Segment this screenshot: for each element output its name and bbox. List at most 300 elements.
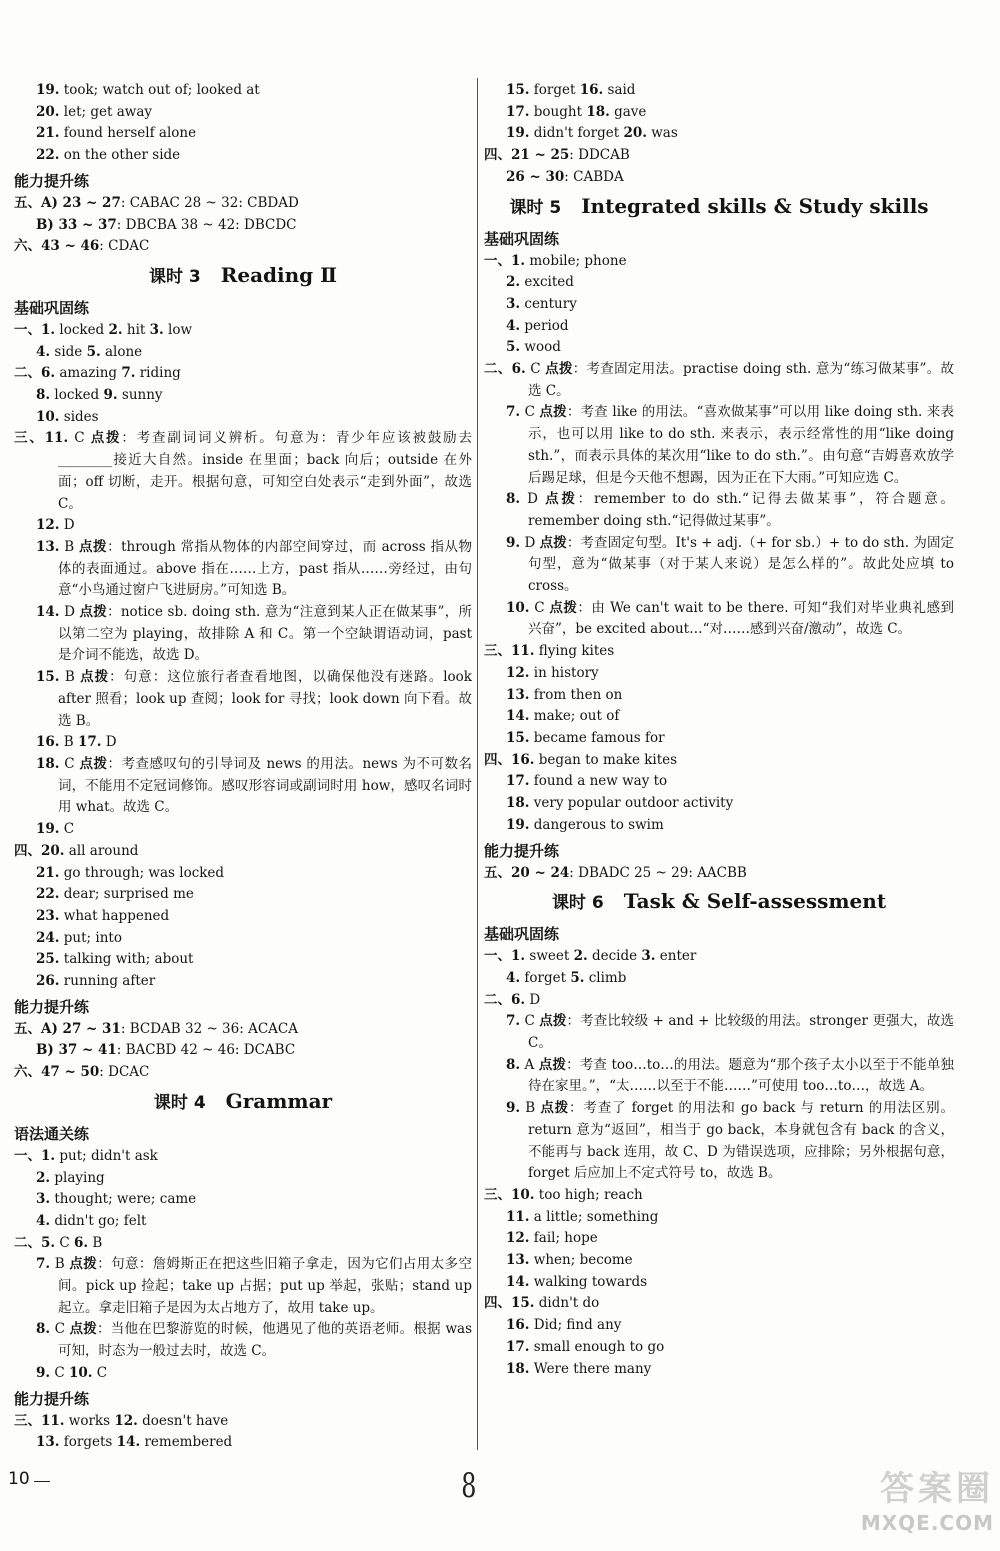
- item-answer: works: [64, 1412, 115, 1429]
- part-marker: 二、: [14, 365, 41, 382]
- answer-item: [14, 145, 472, 167]
- section-heading: 语法通关练: [14, 1124, 90, 1143]
- answer-item: [484, 123, 954, 145]
- answer-item: [484, 1315, 954, 1337]
- answer-item: [14, 1019, 472, 1041]
- answer-item: [484, 102, 954, 124]
- explanation-item: [484, 1098, 954, 1185]
- answer-item: [14, 1040, 472, 1062]
- answer-item: [484, 663, 954, 685]
- item-answer: found a new way to: [529, 773, 668, 790]
- part-marker: 一、: [484, 252, 511, 269]
- section-heading: 基础巩固练: [484, 925, 560, 944]
- item-answer: : DBCBA 38 ~ 42: DBCDC: [116, 216, 297, 233]
- item-answer: mobile; phone: [525, 252, 627, 269]
- answer-item: [484, 641, 954, 663]
- hint-label: 点拨: [540, 1100, 570, 1117]
- watermark-logo: [826, 1467, 994, 1545]
- answer-item: [484, 1185, 954, 1207]
- answer-item: [14, 1146, 472, 1168]
- part-marker: 四、: [484, 751, 511, 768]
- item-number: 6.: [74, 1234, 89, 1251]
- explanation-item: [14, 602, 472, 667]
- hint-text: ：考查了 forget 的用法和 go back 与 return 的用法区别。return 意为“返回”，相当于 go back，本身就包含有 back 的含义，不能再与 back 连用，故 C、D 为错误选项，应排除；另外根据句意，forget 后应加上不定式符号 to，故选 B。: [528, 1100, 955, 1182]
- answer-item: [484, 1228, 954, 1250]
- item-number: 10.: [69, 1364, 93, 1381]
- item-number: 21 ~ 25: [511, 147, 570, 164]
- item-answer: D: [520, 491, 546, 508]
- item-answer: put; into: [59, 929, 122, 946]
- answer-item: [484, 946, 954, 968]
- item-number: 5.: [41, 1234, 56, 1251]
- item-answer: dangerous to swim: [529, 816, 664, 833]
- hint-text: ：考查副词词义辨析。句意为：青少年应该被鼓励去________接近大自然。inside 在里面；back 向后；outside 在外面；off 切断，走开。根据句意，可知空白处表示“走到外面”，故选 C。: [58, 430, 473, 512]
- item-number: 14.: [36, 604, 60, 621]
- item-number: 21.: [36, 125, 60, 142]
- hint-label: 点拨: [549, 599, 578, 616]
- item-answer: found herself alone: [59, 125, 197, 142]
- item-number: 6.: [511, 991, 526, 1008]
- item-answer: wood: [520, 339, 561, 356]
- item-answer: didn't go; felt: [50, 1212, 147, 1229]
- item-number: 17.: [506, 103, 530, 120]
- hint-label: 点拨: [539, 404, 567, 421]
- item-answer: flying kites: [534, 643, 615, 660]
- hint-label: 点拨: [90, 430, 122, 447]
- answer-item: [14, 819, 472, 841]
- item-answer: put; didn't ask: [55, 1147, 158, 1164]
- answer-item: [14, 1062, 472, 1084]
- item-answer: a little; something: [529, 1208, 659, 1225]
- item-answer: all around: [64, 842, 139, 859]
- answer-item: [14, 841, 472, 863]
- answer-item: [14, 928, 472, 950]
- item-number: 11.: [44, 430, 69, 447]
- answer-item: [14, 863, 472, 885]
- hint-text: ：考查 like 的用法。“喜欢做某事”可以用 like doing sth. 来表示，也可以用 like to do sth. 来表示，表示经常性的用“like doing sth.”，而表示具体的某次用“like to do sth.”。由句意“吉姆喜欢放学后踢足球，但是今天他不想踢，因为正在下大雨。”可知应选 C。: [528, 404, 954, 486]
- item-answer: didn't forget: [529, 125, 624, 142]
- item-number: 22.: [36, 147, 60, 164]
- explanation-item: [484, 1055, 954, 1098]
- item-number: 3.: [149, 321, 164, 338]
- item-answer: walking towards: [529, 1273, 648, 1290]
- part-marker: 三、: [14, 430, 45, 447]
- item-answer: D: [520, 534, 540, 551]
- item-number: 16.: [511, 751, 535, 768]
- item-number: 8.: [36, 387, 51, 404]
- item-answer: : CABAC 28 ~ 32: CBDAD: [120, 194, 299, 211]
- answer-item: [14, 1432, 472, 1454]
- item-answer: D: [101, 734, 117, 751]
- answer-item: [484, 1359, 954, 1381]
- item-number: 18.: [506, 1360, 530, 1377]
- answer-item: [14, 102, 472, 124]
- item-number: 11.: [511, 643, 535, 660]
- item-answer: side: [50, 343, 87, 360]
- item-answer: was: [646, 125, 678, 142]
- item-number: 1.: [41, 1147, 56, 1164]
- item-answer: sunny: [117, 387, 163, 404]
- answer-item: [484, 1337, 954, 1359]
- answer-item: [14, 342, 472, 364]
- item-number: 20.: [623, 125, 647, 142]
- item-answer: from then on: [529, 686, 623, 703]
- answer-item: [14, 236, 472, 258]
- item-number: B) 37 ~ 41: [36, 1042, 117, 1059]
- item-answer: : BACBD 42 ~ 46: DCABC: [116, 1042, 296, 1059]
- hint-label: 点拨: [80, 669, 110, 686]
- item-answer: C: [520, 404, 540, 421]
- part-marker: 六、: [14, 1064, 41, 1081]
- item-number: 6.: [41, 365, 56, 382]
- lesson-number: 课时 6: [551, 893, 604, 914]
- answer-item: [484, 750, 954, 772]
- item-answer: forgets: [59, 1434, 117, 1451]
- hint-label: 点拨: [538, 1056, 567, 1073]
- item-answer: gave: [609, 103, 647, 120]
- answer-item: [14, 1363, 472, 1385]
- item-number: 9.: [506, 534, 521, 551]
- item-answer: D: [525, 991, 541, 1008]
- part-marker: 一、: [14, 1147, 41, 1164]
- answer-item: [484, 1250, 954, 1272]
- hint-label: 点拨: [69, 1256, 98, 1273]
- item-number: 17.: [78, 734, 102, 751]
- part-marker: 三、: [484, 643, 511, 660]
- item-answer: C: [68, 430, 91, 447]
- item-answer: alone: [100, 343, 143, 360]
- item-answer: decide: [587, 948, 642, 965]
- item-answer: amazing: [55, 365, 122, 382]
- hint-label: 点拨: [79, 538, 108, 555]
- item-number: 19.: [36, 821, 60, 838]
- section-heading: 能力提升练: [14, 171, 90, 190]
- item-number: 4.: [506, 317, 521, 334]
- item-number: 18.: [506, 795, 530, 812]
- answer-item: [14, 80, 472, 102]
- item-answer: : CABDA: [564, 168, 624, 185]
- answer-item: [484, 771, 954, 793]
- explanation-item: [14, 667, 472, 732]
- explanation-item: [484, 402, 954, 489]
- answer-item: [14, 732, 472, 754]
- item-number: 16.: [579, 82, 604, 98]
- answer-item: [484, 167, 954, 189]
- item-number: A) 27 ~ 31: [41, 1020, 121, 1037]
- item-number: 16.: [506, 1317, 530, 1334]
- item-answer: took; watch out of; looked at: [59, 82, 260, 98]
- hint-text: ：考查固定用法。practise doing sth. 意为“练习做某事”。故选 C。: [528, 361, 955, 399]
- answer-item: [484, 706, 954, 728]
- part-marker: 五、: [484, 864, 511, 881]
- item-number: 14.: [116, 1434, 141, 1451]
- watermark-url: MXQE.COM: [860, 1511, 994, 1535]
- item-number: 3.: [36, 1191, 51, 1208]
- answer-item: [14, 320, 472, 342]
- hint-label: 点拨: [79, 604, 108, 621]
- item-answer: Did; find any: [529, 1317, 622, 1334]
- item-answer: C: [50, 1321, 70, 1338]
- item-number: 2.: [108, 321, 123, 338]
- right-column: [484, 80, 954, 1380]
- item-number: 8.: [36, 1321, 51, 1338]
- answer-item: [484, 272, 954, 294]
- item-answer: said: [603, 82, 636, 98]
- item-number: 13.: [506, 686, 530, 703]
- item-number: 10.: [506, 599, 530, 616]
- item-number: 14.: [506, 708, 530, 725]
- item-answer: began to make kites: [534, 751, 678, 768]
- item-number: 2.: [506, 274, 521, 291]
- answer-item: [484, 1293, 954, 1315]
- item-answer: playing: [50, 1169, 105, 1186]
- item-answer: : CDAC: [99, 238, 150, 255]
- explanation-item: [484, 359, 954, 402]
- item-number: 4.: [36, 343, 51, 360]
- item-answer: locked: [55, 321, 109, 338]
- handwritten-mark: 8: [461, 1466, 477, 1506]
- part-marker: 二、: [484, 991, 511, 1008]
- item-answer: C: [92, 1364, 108, 1381]
- explanation-item: [484, 1011, 954, 1054]
- answer-item: [14, 1211, 472, 1233]
- item-answer: thought; were; came: [50, 1191, 197, 1208]
- item-number: 19.: [506, 125, 530, 142]
- hint-label: 点拨: [539, 534, 567, 551]
- part-marker: 五、: [14, 194, 41, 211]
- item-number: 9.: [103, 387, 118, 404]
- answer-item: [484, 337, 954, 359]
- item-answer: D: [59, 604, 80, 621]
- item-answer: : DDCAB: [569, 147, 630, 164]
- lesson-number: 课时 5: [509, 197, 562, 218]
- answer-item: [14, 1233, 472, 1255]
- item-answer: century: [520, 295, 577, 312]
- item-number: B) 33 ~ 37: [36, 216, 117, 233]
- item-number: 6.: [511, 361, 526, 378]
- part-marker: 四、: [484, 1295, 511, 1312]
- item-answer: what happened: [59, 907, 170, 924]
- item-number: 16.: [36, 734, 60, 751]
- answer-item: [484, 685, 954, 707]
- section-heading: 能力提升练: [14, 997, 90, 1016]
- item-answer: very popular outdoor activity: [529, 795, 734, 812]
- item-answer: riding: [135, 365, 181, 382]
- section-heading: 能力提升练: [14, 1389, 90, 1408]
- item-answer: C: [525, 361, 546, 378]
- answer-item: [14, 906, 472, 928]
- item-answer: A: [520, 1056, 539, 1073]
- item-answer: too high; reach: [534, 1186, 643, 1203]
- item-number: 10.: [511, 1186, 535, 1203]
- item-number: 5.: [506, 339, 521, 356]
- item-answer: doesn't have: [137, 1412, 229, 1429]
- answer-item: [484, 1272, 954, 1294]
- answer-item: [14, 407, 472, 429]
- item-number: 22.: [36, 886, 60, 903]
- answer-item: [14, 385, 472, 407]
- lesson-title: [484, 884, 954, 920]
- answer-item: [484, 294, 954, 316]
- item-answer: small enough to go: [529, 1338, 665, 1355]
- item-number: 11.: [41, 1412, 65, 1429]
- item-answer: period: [520, 317, 569, 334]
- answer-item: [14, 193, 472, 215]
- item-answer: sweet: [525, 948, 574, 965]
- item-answer: B: [59, 669, 81, 686]
- answer-item: [484, 251, 954, 273]
- item-number: 7.: [506, 1013, 521, 1030]
- answer-item: [484, 968, 954, 990]
- item-number: 13.: [36, 538, 60, 555]
- hint-label: 点拨: [69, 1321, 98, 1338]
- item-answer: became famous for: [529, 729, 665, 746]
- answer-item: [14, 971, 472, 993]
- explanation-item: [14, 754, 472, 819]
- watermark-title: 答案圈: [880, 1469, 994, 1509]
- hint-label: 点拨: [539, 1013, 567, 1030]
- answer-item: [14, 1168, 472, 1190]
- item-answer: C: [59, 821, 75, 838]
- page-number: 10: [8, 1469, 30, 1489]
- answer-item: [484, 145, 954, 167]
- item-answer: B: [88, 1234, 103, 1251]
- answer-item: [14, 515, 472, 537]
- column-divider: [477, 78, 478, 1450]
- item-number: 25.: [36, 951, 60, 968]
- item-answer: B: [520, 1100, 541, 1117]
- explanation-item: [14, 1319, 472, 1362]
- lesson-title: [14, 1084, 472, 1120]
- item-answer: on the other side: [59, 147, 181, 164]
- item-number: 3.: [506, 295, 521, 312]
- item-number: 12.: [36, 517, 60, 534]
- answer-item: [14, 949, 472, 971]
- item-number: 26 ~ 30: [506, 168, 565, 185]
- item-number: 18.: [586, 103, 610, 120]
- item-answer: forget: [529, 82, 580, 98]
- item-answer: climb: [584, 969, 627, 986]
- item-answer: B: [59, 734, 79, 751]
- item-number: A) 23 ~ 27: [41, 194, 121, 211]
- item-number: 12.: [114, 1412, 138, 1429]
- item-answer: : DBADC 25 ~ 29: AACBB: [569, 864, 747, 881]
- answer-item: [484, 793, 954, 815]
- explanation-item: [484, 598, 954, 641]
- item-number: 11.: [506, 1208, 530, 1225]
- explanation-item: [484, 489, 954, 532]
- item-answer: remembered: [140, 1434, 233, 1451]
- item-answer: C: [520, 1013, 540, 1030]
- answer-item: [484, 80, 954, 102]
- item-number: 2.: [573, 948, 588, 965]
- item-number: 14.: [506, 1273, 530, 1290]
- answer-item: [14, 215, 472, 237]
- section-heading: 能力提升练: [484, 841, 560, 860]
- part-marker: 三、: [14, 1412, 41, 1429]
- item-number: 3.: [641, 948, 656, 965]
- section-heading: 基础巩固练: [14, 298, 90, 317]
- lesson-number: 课时 4: [153, 1092, 206, 1113]
- item-answer: forget: [520, 969, 571, 986]
- part-marker: 三、: [484, 1186, 511, 1203]
- part-marker: 一、: [14, 321, 41, 338]
- part-marker: 二、: [14, 1234, 41, 1251]
- answer-item: [14, 884, 472, 906]
- item-number: 17.: [506, 773, 530, 790]
- item-number: 8.: [506, 491, 521, 508]
- lesson-name: Grammar: [225, 1088, 333, 1113]
- section-heading: 基础巩固练: [484, 229, 560, 248]
- item-number: 5.: [570, 969, 585, 986]
- item-number: 24.: [36, 929, 60, 946]
- item-answer: : BCDAB 32 ~ 36: ACACA: [120, 1020, 298, 1037]
- answer-item: [484, 316, 954, 338]
- item-answer: hit: [122, 321, 150, 338]
- item-number: 20.: [36, 103, 60, 120]
- item-number: 2.: [36, 1169, 51, 1186]
- item-answer: excited: [520, 274, 574, 291]
- item-number: 13.: [506, 1252, 530, 1269]
- item-answer: dear; surprised me: [59, 886, 194, 903]
- item-number: 12.: [506, 1230, 530, 1247]
- hint-text: ：考查 too…to…的用法。题意为“那个孩子太小以至于不能单独待在家里。”，“太……以至于不能……”可使用 too…to…，故选 A。: [528, 1056, 954, 1095]
- answer-item: [484, 990, 954, 1012]
- item-answer: C: [50, 1364, 70, 1381]
- hint-text: ：由 We can't wait to be there. 可知“我们对毕业典礼感到兴奋”，be excited about…“对……感到兴奋/激动”，故选 C。: [528, 599, 954, 638]
- item-number: 19.: [36, 82, 60, 98]
- hint-text: ：句意：詹姆斯正在把这些旧箱子拿走，因为它们占用太多空间。pick up 捡起；take up 占据；put up 举起，张贴；stand up 起立。拿走旧箱子是因为太占地方了，故用 take up。: [58, 1256, 472, 1316]
- hint-text: ：remember to do sth.“记得去做某事”，符合题意。remember doing sth.“记得做过某事”。: [528, 491, 954, 529]
- item-answer: locked: [50, 387, 104, 404]
- item-number: 9.: [36, 1364, 51, 1381]
- lesson-name: Integrated skills & Study skills: [581, 193, 929, 218]
- item-answer: low: [163, 321, 193, 338]
- hint-label: 点拨: [545, 361, 573, 378]
- item-number: 4.: [506, 969, 521, 986]
- part-marker: 五、: [14, 1020, 41, 1037]
- item-answer: : DCAC: [99, 1064, 150, 1081]
- part-marker: 一、: [484, 948, 511, 965]
- hint-text: ：考查比较级 + and + 比较级的用法。stronger 更强大，故选 C。: [528, 1013, 954, 1052]
- item-answer: bought: [529, 103, 587, 120]
- item-number: 12.: [506, 664, 530, 681]
- item-number: 10.: [36, 408, 60, 425]
- item-number: 9.: [506, 1100, 521, 1117]
- item-number: 20.: [41, 842, 65, 859]
- item-number: 17.: [506, 1338, 530, 1355]
- part-marker: 六、: [14, 238, 41, 255]
- item-answer: C: [529, 599, 550, 616]
- part-marker: 二、: [484, 361, 512, 378]
- item-number: 20 ~ 24: [511, 864, 570, 881]
- hint-label: 点拨: [79, 755, 108, 772]
- item-answer: in history: [529, 664, 599, 681]
- hint-label: 点拨: [545, 491, 578, 508]
- lesson-title: [484, 189, 954, 225]
- explanation-item: [484, 533, 954, 598]
- left-column: [14, 80, 472, 1454]
- item-answer: didn't do: [534, 1295, 600, 1312]
- hint-text: ：考查固定句型。It's + adj.（+ for sb.）+ to do sth. 为固定句型，意为“做某事（对于某人来说）是怎么样的”。故此处应填 to cross。: [528, 534, 955, 595]
- item-number: 13.: [36, 1434, 60, 1451]
- item-number: 7.: [36, 1256, 51, 1273]
- item-number: 47 ~ 50: [41, 1064, 100, 1081]
- item-number: 7.: [506, 404, 521, 421]
- item-number: 18.: [36, 755, 60, 772]
- part-marker: 四、: [14, 842, 41, 859]
- item-answer: fail; hope: [529, 1230, 598, 1247]
